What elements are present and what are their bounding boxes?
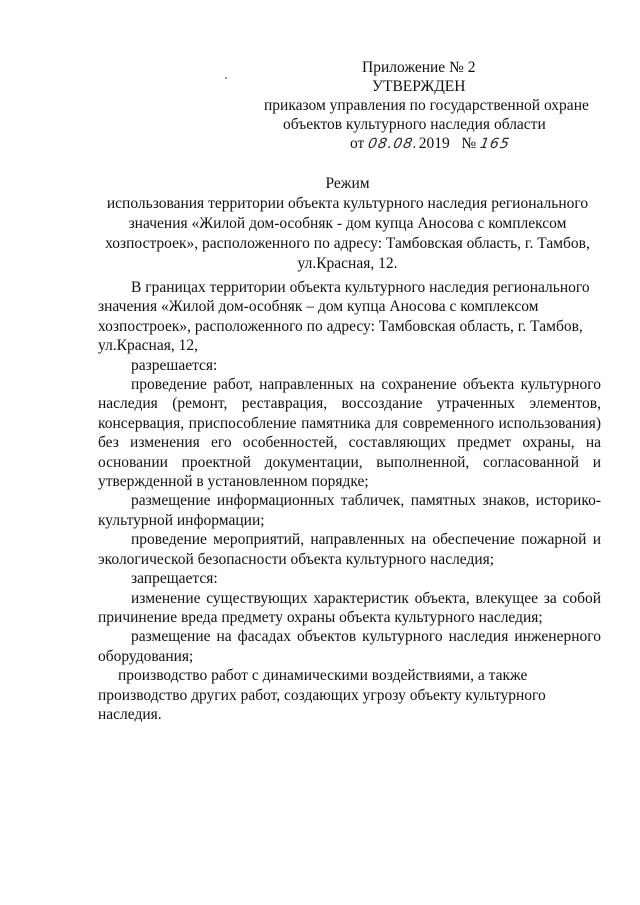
- forbidden-item-3: производство работ с динамическими воздействиями, а также производство других работ, создающих угрозу объекту культурного наследия.: [98, 667, 546, 723]
- title-line-2: значения «Жилой дом-особняк - дом купца Аносова с комплексом: [128, 215, 567, 232]
- forbidden-item-1: изменение существующих характеристик объекта, влекущее за собой причинение вреда предмету охраны объекта культурного наследия;: [98, 589, 601, 626]
- handwritten-order-number: 165: [478, 136, 512, 152]
- title-line-3: хозпостроек», расположенного по адресу: Тамбовская область, г. Тамбов,: [105, 235, 590, 252]
- department-line: объектов культурного наследия области: [283, 116, 546, 133]
- scan-speck: [225, 77, 227, 79]
- number-sign: №: [461, 135, 477, 152]
- title-line-4: ул.Красная, 12.: [297, 255, 398, 272]
- approved-stamp-text: УТВЕРЖДЕН: [372, 78, 466, 95]
- title-heading: Режим: [325, 175, 370, 192]
- title-line-1: использования территории объекта культурного наследия регионального: [106, 195, 589, 212]
- allowed-item-2: размещение информационных табличек, памятных знаков, историко-культурной информации;: [98, 492, 601, 529]
- allowed-item-3: проведение мероприятий, направленных на обеспечение пожарной и экологической безопасности объекта культурного наследия;: [98, 531, 601, 568]
- order-authority-line: приказом управления по государственной охране: [264, 97, 589, 114]
- forbidden-heading: запрещается:: [131, 570, 218, 588]
- forbidden-item-2: размещение на фасадах объектов культурного наследия инженерного оборудования;: [98, 628, 601, 665]
- approval-header: [250, 58, 605, 154]
- document-title: [95, 174, 600, 274]
- intro-paragraph: В границах территории объекта культурного наследия регионального значения «Жилой дом-особняк – дом купца Аносова с комплексом хозпостроек», расположенного по адресу: Тамбовская область, г. Тамбов, ул.Красная, 12,: [98, 279, 590, 355]
- allowed-heading: разрешается:: [131, 356, 218, 374]
- date-prefix: от: [350, 135, 365, 152]
- document-body: [98, 278, 601, 724]
- allowed-item-1: проведение работ, направленных на сохранение объекта культурного наследия (ремонт, реставрация, воссоздание утраченных элементов, консервация, приспособление памятника для современного использования) без изменения его особенностей, составляющих предмет охраны, на основании проектной документации, выполненной, согласованной и утвержденной в установленном порядке;: [98, 376, 601, 491]
- order-date-line: [250, 134, 605, 154]
- handwritten-date: 08.08.: [366, 136, 421, 152]
- appendix-number: Приложение № 2: [362, 59, 476, 76]
- date-year: 2019: [418, 135, 450, 152]
